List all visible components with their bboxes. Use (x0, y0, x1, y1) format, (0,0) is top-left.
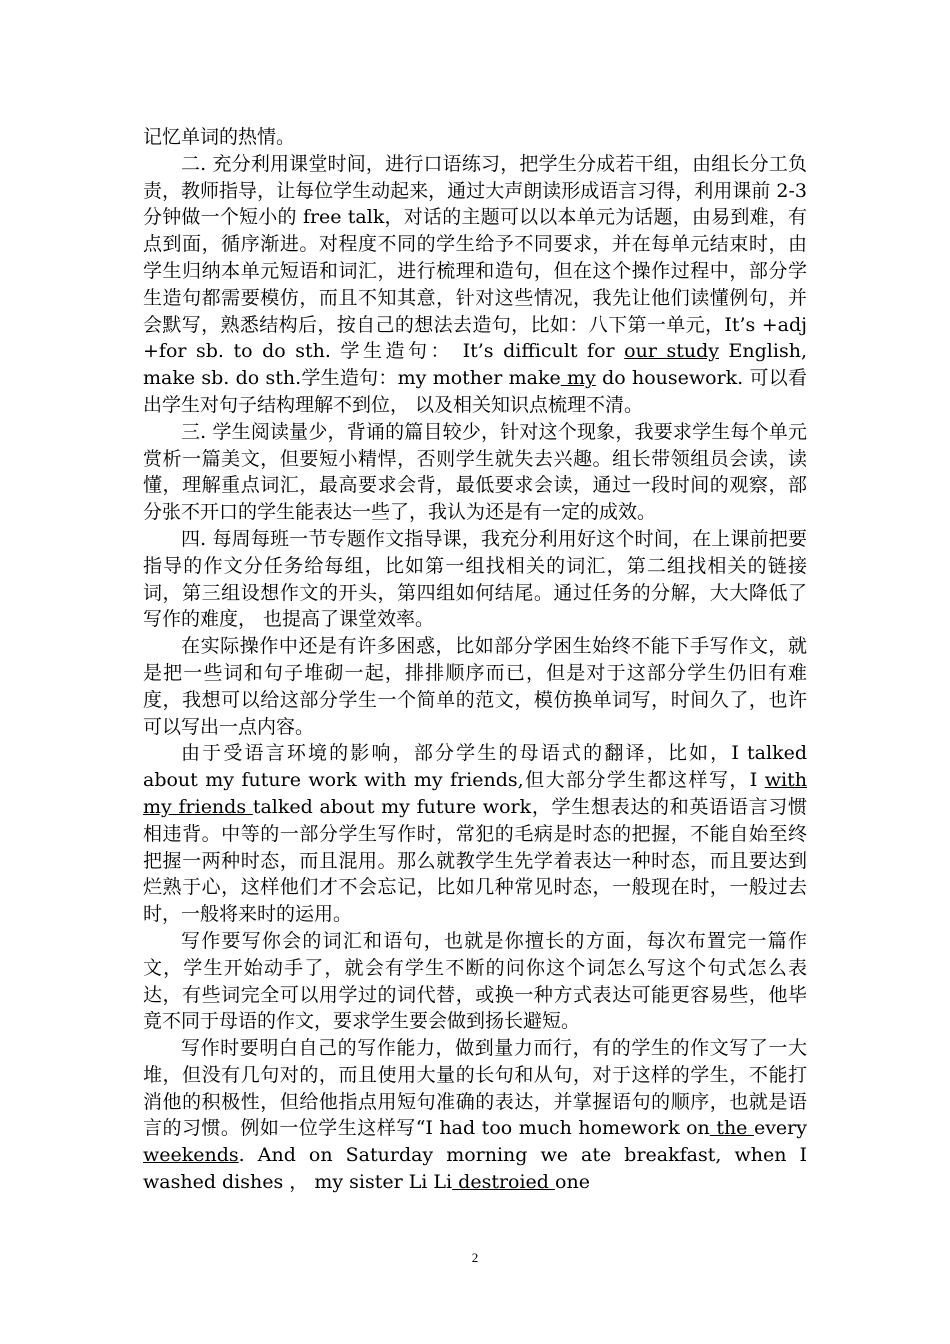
document-body (143, 124, 807, 1196)
paragraph (143, 928, 807, 1035)
paragraph (143, 1035, 807, 1196)
text-run: 由于受语言环境的影响，部分学生的母语式的翻译，比如，I talked about my future work with my friends,但大部分学生都这样写，I (143, 742, 807, 792)
underlined-text: my friends (143, 795, 253, 818)
underlined-text: the (709, 1117, 754, 1140)
text-run: 写作时要明白自己的写作能力，做到量力而行，有的学生的作文写了一大堆，但没有几句对的，而且使用大量的长句和从句，对于这样的学生，不能打消他的积极性，但给他指点用短句准确的表达，并掌握语句的顺序，也就是语言的习惯。例如一位学生这样写“I had too much homework on (143, 1037, 807, 1140)
text-run: 写作要写你会的词汇和语句，也就是你擅长的方面，每次布置完一篇作文，学生开始动手了，就会有学生不断的问你这个词怎么写这个句式怎么表达，有些词完全可以用学过的词代替，或换一种方式表达可能更容易些，他毕竟不同于母语的作文，要求学生要会做到扬长避短。 (143, 929, 807, 1033)
underlined-text: with (764, 769, 807, 792)
text-run: English, make sb. do sth.学生造句：my mother make (143, 340, 807, 390)
underlined-text: my (560, 367, 596, 390)
paragraph (143, 419, 807, 526)
text-run: 在实际操作中还是有许多困惑，比如部分学困生始终不能下手写作文，就是把一些词和句子堆砌一起，排排顺序而已，但是对于这部分学生仍旧有难度，我想可以给这部分学生一个简单的范文，模仿换单词写，时间久了，也许可以写出一点内容。 (143, 635, 807, 738)
underlined-text: destroied (452, 1171, 556, 1194)
underlined-text: weekends (143, 1144, 239, 1167)
text-run: 二. 充分利用课堂时间，进行口语练习，把学生分成若干组，由组长分工负责，教师指导，让每位学生动起来，通过大声朗读形成语言习得，利用课前 2-3 分钟做一个短小的 free talk，对话的主题可以以本单元为话题，由易到难，有点到面，循序渐进。对程度不同的学生给予不同要求，并在每单元结束时，由学生归纳本单元短语和词汇，进行梳理和造句，但在这个操作过程中，部分学生造句都需要模仿，而且不知其意，针对这些情况，我先让他们读懂例句，并会默写，熟悉结构后，按自己的想法去造句，比如：八下第一单元，It’s +adj +for sb. to do sth. 学生造句： It’s difficult for (143, 152, 807, 363)
text-run: talked about my future work，学生想表达的和英语语言习惯相违背。中等的一部分学生写作时，常犯的毛病是时态的把握，不能自始至终把握一两种时态，而且混用。那么就教学生先学着表达一种时态，而且要达到烂熟于心，这样他们才不会忘记，比如几种常见时态，一般现在时，一般过去时，一般将来时的运用。 (143, 795, 808, 926)
text-run: 四. 每周每班一节专题作文指导课，我充分利用好这个时间，在上课前把要指导的作文分任务给每组，比如第一组找相关的词汇，第二组找相关的链接词，第三组设想作文的开头，第四组如何结尾。通过任务的分解，大大降低了写作的难度， 也提高了课堂效率。 (143, 527, 807, 631)
text-run: every (753, 1117, 807, 1140)
text-run: 记忆单词的热情。 (143, 126, 296, 148)
paragraph (143, 740, 807, 928)
text-run: do housework. 可以看出学生对句子结构理解不到位， 以及相关知识点梳理不清。 (143, 367, 807, 416)
page-number: 2 (471, 1250, 479, 1265)
text-run: one (555, 1171, 590, 1194)
text-run: . And on Saturday morning we ate breakfast, when I washed dishes ， my sister Li Li (143, 1144, 807, 1194)
text-run: 三. 学生阅读量少，背诵的篇目较少，针对这个现象，我要求学生每个单元赏析一篇美文，但要短小精悍，否则学生就失去兴趣。组长带领组员会读，读懂，理解重点词汇，最高要求会背，最低要求会读，通过一段时间的观察，部分张不开口的学生能表达一些了，我认为还是有一定的成效。 (143, 420, 807, 524)
paragraph (143, 151, 807, 419)
paragraph (143, 526, 807, 633)
paragraph (143, 633, 807, 740)
paragraph (143, 124, 807, 151)
underlined-text: our study (624, 340, 719, 363)
